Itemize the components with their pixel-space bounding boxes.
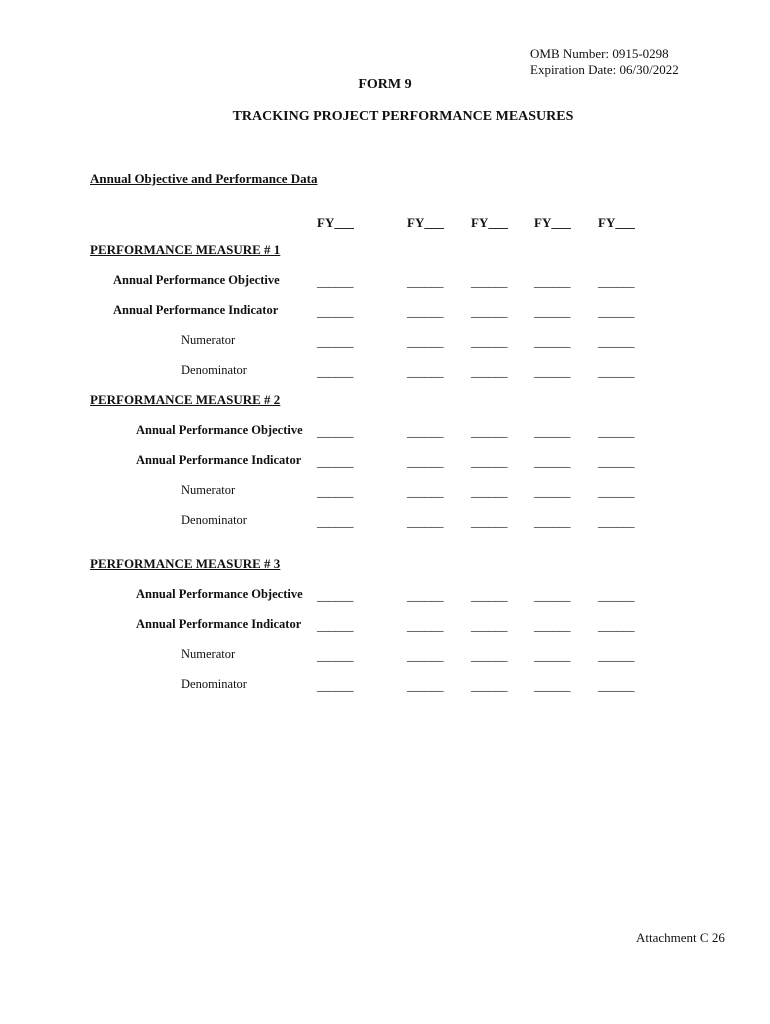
row-label: Annual Performance Indicator — [113, 303, 279, 317]
fy-entry-blank[interactable]: ______ — [407, 424, 443, 439]
fy-entry-blank[interactable]: ______ — [598, 514, 634, 529]
fy-entry-blank[interactable]: ______ — [534, 678, 570, 693]
row-label: Annual Performance Indicator — [136, 617, 302, 631]
fy-entry-blank[interactable]: ______ — [534, 514, 570, 529]
fy-entry-blank[interactable]: ______ — [471, 678, 507, 693]
fy-entry-blank[interactable]: ______ — [598, 648, 634, 663]
fy-entry-blank[interactable]: ______ — [407, 484, 443, 499]
fy-entry-blank[interactable]: ______ — [598, 424, 634, 439]
fy-entry-blank[interactable]: ______ — [317, 514, 353, 529]
row-label: Annual Performance Objective — [113, 273, 280, 287]
fy-entry-blank[interactable]: ______ — [407, 618, 443, 633]
fy-entry-blank[interactable]: ______ — [407, 304, 443, 319]
section-title: Annual Objective and Performance Data — [90, 171, 318, 186]
row-label: Annual Performance Objective — [136, 423, 303, 437]
fy-entry-blank[interactable]: ______ — [471, 588, 507, 603]
omb-number: OMB Number: 0915-0298 — [530, 46, 669, 61]
fy-entry-blank[interactable]: ______ — [598, 588, 634, 603]
fy-entry-blank[interactable]: ______ — [534, 618, 570, 633]
fy-entry-blank[interactable]: ______ — [598, 618, 634, 633]
row-label: Denominator — [181, 513, 247, 527]
fy-entry-blank[interactable]: ______ — [317, 618, 353, 633]
form-title: FORM 9 — [358, 77, 412, 92]
fy-entry-blank[interactable]: ______ — [598, 454, 634, 469]
fy-entry-blank[interactable]: ______ — [598, 274, 634, 289]
row-label: Denominator — [181, 677, 247, 691]
fy-entry-blank[interactable]: ______ — [317, 648, 353, 663]
fy-entry-blank[interactable]: ______ — [317, 304, 353, 319]
fy-entry-blank[interactable]: ______ — [534, 484, 570, 499]
fy-entry-blank[interactable]: ______ — [598, 334, 634, 349]
fy-entry-blank[interactable]: ______ — [317, 678, 353, 693]
fy-entry-blank[interactable]: ______ — [471, 514, 507, 529]
expiration-date: Expiration Date: 06/30/2022 — [530, 62, 679, 77]
fy-header-2: FY___ — [407, 215, 444, 230]
performance-measure-2-title: PERFORMANCE MEASURE # 2 — [90, 392, 281, 407]
row-label: Numerator — [181, 333, 236, 347]
fy-entry-blank[interactable]: ______ — [471, 648, 507, 663]
fy-entry-blank[interactable]: ______ — [407, 678, 443, 693]
performance-measure-3-title: PERFORMANCE MEASURE # 3 — [90, 556, 281, 571]
fy-header-3: FY___ — [471, 215, 508, 230]
fy-entry-blank[interactable]: ______ — [598, 364, 634, 379]
fy-entry-blank[interactable]: ______ — [471, 274, 507, 289]
fy-header-5: FY___ — [598, 215, 635, 230]
fy-entry-blank[interactable]: ______ — [407, 364, 443, 379]
fy-entry-blank[interactable]: ______ — [598, 484, 634, 499]
fy-entry-blank[interactable]: ______ — [534, 364, 570, 379]
row-label: Numerator — [181, 483, 236, 497]
fy-entry-blank[interactable]: ______ — [317, 364, 353, 379]
fy-entry-blank[interactable]: ______ — [471, 454, 507, 469]
fy-entry-blank[interactable]: ______ — [317, 334, 353, 349]
fy-entry-blank[interactable]: ______ — [407, 648, 443, 663]
fy-entry-blank[interactable]: ______ — [407, 334, 443, 349]
performance-measure-1-title: PERFORMANCE MEASURE # 1 — [90, 242, 281, 257]
fy-entry-blank[interactable]: ______ — [534, 588, 570, 603]
fy-header-1: FY___ — [317, 215, 354, 230]
fy-entry-blank[interactable]: ______ — [471, 304, 507, 319]
omb-info — [530, 46, 679, 78]
fy-entry-blank[interactable]: ______ — [471, 484, 507, 499]
fy-entry-blank[interactable]: ______ — [534, 454, 570, 469]
row-label: Denominator — [181, 363, 247, 377]
fy-entry-blank[interactable]: ______ — [317, 274, 353, 289]
fy-entry-blank[interactable]: ______ — [407, 514, 443, 529]
fy-entry-blank[interactable]: ______ — [598, 304, 634, 319]
page-title: TRACKING PROJECT PERFORMANCE MEASURES — [232, 109, 574, 124]
fy-entry-blank[interactable]: ______ — [534, 274, 570, 289]
fy-entry-blank[interactable]: ______ — [407, 454, 443, 469]
fy-entry-blank[interactable]: ______ — [317, 484, 353, 499]
fy-entry-blank[interactable]: ______ — [534, 648, 570, 663]
fy-entry-blank[interactable]: ______ — [317, 424, 353, 439]
fy-entry-blank[interactable]: ______ — [471, 364, 507, 379]
fy-entry-blank[interactable]: ______ — [534, 424, 570, 439]
fy-entry-blank[interactable]: ______ — [471, 618, 507, 633]
row-label: Annual Performance Indicator — [136, 453, 302, 467]
fy-entry-blank[interactable]: ______ — [598, 678, 634, 693]
fy-header-4: FY___ — [534, 215, 571, 230]
fy-entry-blank[interactable]: ______ — [471, 334, 507, 349]
fy-entry-blank[interactable]: ______ — [317, 588, 353, 603]
page-footer: Attachment C 26 — [636, 930, 725, 945]
fy-entry-blank[interactable]: ______ — [534, 304, 570, 319]
fy-entry-blank[interactable]: ______ — [317, 454, 353, 469]
row-label: Annual Performance Objective — [136, 587, 303, 601]
fy-entry-blank[interactable]: ______ — [534, 334, 570, 349]
fy-entry-blank[interactable]: ______ — [407, 588, 443, 603]
fy-entry-blank[interactable]: ______ — [407, 274, 443, 289]
fy-entry-blank[interactable]: ______ — [471, 424, 507, 439]
row-label: Numerator — [181, 647, 236, 661]
